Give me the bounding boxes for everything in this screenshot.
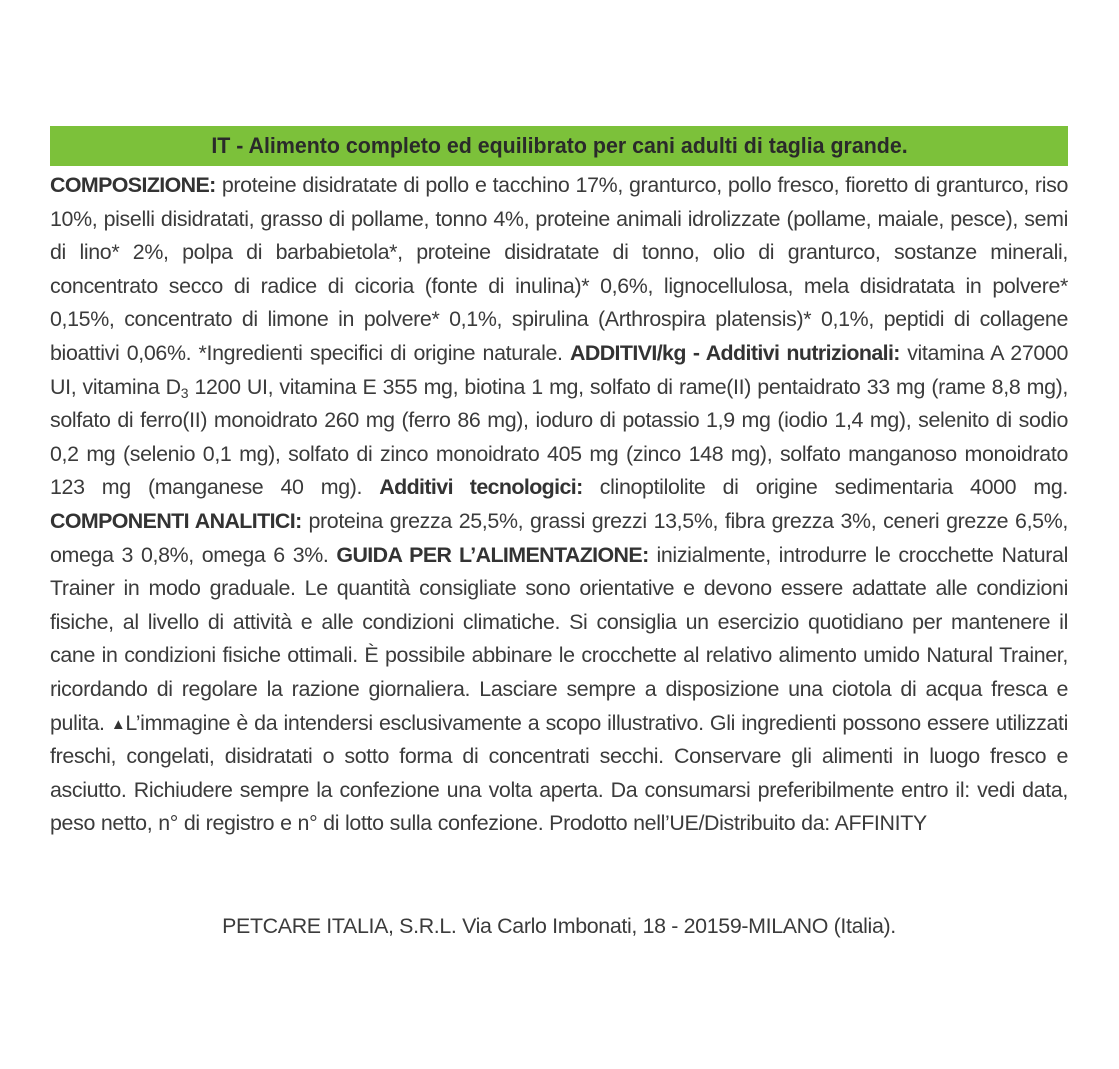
additives-text-after: 1200 UI, vitamina E 355 mg, biotina 1 mg, solfato di rame(II) pentaidrato 33 mg (rame 8,8 mg), solfato di ferro(II) monoidrato 260 mg (ferro 86 mg), ioduro di potassio 1,9 mg (iodio 1,4 mg), selenito di sodio 0,2 mg (selenio 0,1 mg), solfato di zinco monoidrato 405 mg (zinco 148 mg), solfato manganoso monoidrato 123 mg (manganese 40 mg). xyxy=(50,374,1068,500)
banner-title: IT - Alimento completo ed equilibrato per cani adulti di taglia grande. xyxy=(210,133,908,158)
vitamin-d-subscript: 3 xyxy=(180,384,189,401)
address-footer: PETCARE ITALIA, S.R.L. Via Carlo Imbonati, 18 - 20159-MILANO (Italia). xyxy=(222,914,896,938)
additives-label: ADDITIVI/kg - Additivi nutrizionali: xyxy=(570,340,900,365)
tech-additives-text: clinoptilolite di origine sedimentaria 4000 mg. xyxy=(599,475,1068,500)
composition-text: proteine disidratate di pollo e tacchino 17%, granturco, pollo fresco, fioretto di granturco, riso 10%, piselli disidratati, grasso di pollame, tonno 4%, proteine animali idrolizzate (pollame, maiale, pesce), semi di lino* 2%, polpa di barbabietola*, proteine disidratate di tonno, olio di granturco, sostanze minerali, concentrato secco di radice di cicoria (fonte di inulina)* 0,6%, lignocellulosa, mela disidratata in polvere* 0,15%, concentrato di limone in polvere* 0,1%, spirulina (Arthrospira platensis)* 0,1%, peptidi di collagene bioattivi 0,06%. *Ingredienti specifici di origine naturale. xyxy=(50,173,1068,365)
disclaimer-text: L’immagine è da intendersi esclusivamente a scopo illustrativo. Gli ingredienti possono essere utilizzati freschi, congelati, disidratati o sotto forma di concentrati secchi. Conservare gli alimenti in luogo fresco e asciutto. Richiudere sempre la confezione una volta aperta. Da consumarsi preferibilmente entro il: vedi data, peso netto, n° di registro e n° di lotto sulla confezione. Prodotto nell’UE/Distribuito da: AFFINITY xyxy=(50,710,1068,836)
label-body-text xyxy=(50,169,1068,841)
composition-label: COMPOSIZIONE: xyxy=(50,173,216,197)
analytical-text: proteina grezza 25,5%, grassi grezzi 13,5%, fibra grezza 3%, ceneri grezze 6,5%, omega 3 0,8%, omega 6 3%. xyxy=(50,508,1068,567)
title-banner xyxy=(50,126,1068,166)
feeding-text: inizialmente, introdurre le crocchette Natural Trainer in modo graduale. Le quantità consigliate sono orientative e devono essere adattate alle condizioni fisiche, al livello di attività e alle condizioni climatiche. Si consiglia un esercizio quotidiano per mantenere il cane in condizioni fisiche ottimali. È possibile abbinare le crocchette al relativo alimento umido Natural Trainer, ricordando di regolare la razione giornaliera. Lasciare sempre a disposizione una ciotola di acqua fresca e pulita. xyxy=(50,542,1068,735)
label-paragraph: COMPOSIZIONE: proteine disidratate di pollo e tacchino 17%, granturco, pollo fresco, fioretto di granturco, riso 10%, piselli disidratati, grasso di pollame, tonno 4%, proteine animali idrolizzate (pollame, maiale, pesce), semi di lino* 2%, polpa di barbabietola*, proteine disidratate di tonno, olio di granturco, sostanze minerali, concentrato secco di radice di cicoria (fonte di inulina)* 0,6%, lignocellulosa, mela disidratata in polvere* 0,15%, concentrato di limone in polvere* 0,1%, spirulina (Arthrospira platensis)* 0,1%, peptidi di collagene bioattivi 0,06%. *Ingredienti specifici di origine naturale. ADDITIVI/kg - Additivi nutrizionali: vitamina A 27000 UI, vitamina $D_3$ 1200 UI, vitamina E 355 mg, biotina 1 mg, solfato di rame(II) pentaidrato 33 mg (rame 8,8 mg), solfato di ferro(II) monoidrato 260 mg (ferro 86 mg), ioduro di potassio 1,9 mg (iodio 1,4 mg), selenito di sodio 0,2 mg (selenio 0,1 mg), solfato di zinco monoidrato 405 mg (zinco 148 mg), solfato manganoso monoidrato 123 mg (manganese 40 mg). Additivi tecnologici: clinoptilolite di origine sedimentaria 4000 mg. COMPONENTI ANALITICI: proteina grezza 25,5%, grassi grezzi 13,5%, fibra grezza 3%, ceneri grezze 6,5%, omega 3 0,8%, omega 6 3%. GUIDA PER L’ALIMENTAZIONE: inizialmente, introdurre le crocchette Natural Trainer in modo graduale. Le quantità consigliate sono orientative e devono essere adattate alle condizioni fisiche, al livello di attività e alle condizioni climatiche. Si consiglia un esercizio quotidiano per mantenere il cane in condizioni fisiche ottimali. È possibile abbinare le crocchette al relativo alimento umido Natural Trainer, ricordando di regolare la razione giornaliera. Lasciare sempre a disposizione una ciotola di acqua fresca e pulita. ▲L’immagine è da intendersi esclusivamente a scopo illustrativo. Gli ingredienti possono essere utilizzati freschi, congelati, disidratati o sotto forma di concentrati secchi. Conservare gli alimenti in luogo fresco e asciutto. Richiudere sempre la confezione una volta aperta. Da consumarsi preferibilmente entro il: vedi data, peso netto, n° di registro e n° di lotto sulla confezione. Prodotto nell’UE/Distribuito da: AFFINITY xyxy=(50,173,1068,836)
analytical-label: COMPONENTI ANALITICI: xyxy=(50,508,302,533)
tech-additives-label: Additivi tecnologici: xyxy=(379,475,583,500)
feeding-label: GUIDA PER L’ALIMENTAZIONE: xyxy=(336,542,649,567)
additives-text-before: vitamina A 27000 UI, vitamina D xyxy=(50,340,1068,399)
